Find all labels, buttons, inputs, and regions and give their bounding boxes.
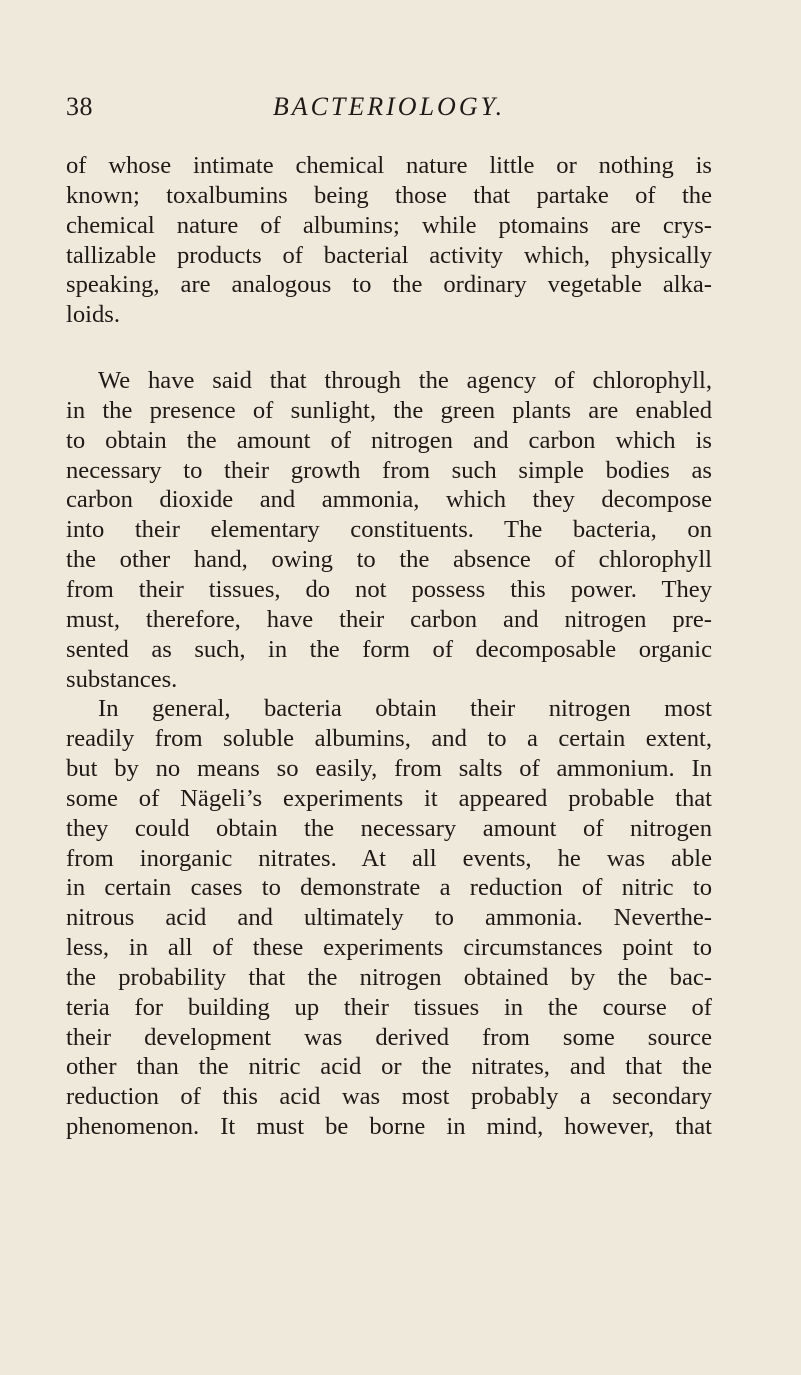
text-line: less, in all of these experiments circumstances point to bbox=[66, 934, 712, 962]
text-line: the other hand, owing to the absence of chlorophyll bbox=[66, 546, 712, 574]
text-line: into their elementary constituents. The bacteria, on bbox=[66, 516, 712, 544]
text-line: from inorganic nitrates. At all events, he was able bbox=[66, 844, 712, 872]
text-line: in the presence of sunlight, the green plants are enabled bbox=[66, 396, 712, 424]
text-line: but by no means so easily, from salts of ammonium. In bbox=[66, 755, 712, 783]
page-header bbox=[66, 92, 712, 132]
text-line: some of Nägeli’s experiments it appeared probable that bbox=[66, 784, 712, 812]
text-line: loids. bbox=[66, 301, 120, 329]
body-text bbox=[66, 151, 712, 1142]
text-line: other than the nitric acid or the nitrates, and that the bbox=[66, 1053, 712, 1081]
paragraph-3 bbox=[66, 694, 712, 1142]
text-line: known; toxalbumins being those that partake of the bbox=[66, 181, 712, 209]
text-line: nitrous acid and ultimately to ammonia. Neverthe- bbox=[66, 904, 712, 932]
text-line: chemical nature of albumins; while ptomains are crys- bbox=[66, 211, 712, 239]
text-line: in certain cases to demonstrate a reduction of nitric to bbox=[66, 874, 712, 902]
text-line: necessary to their growth from such simple bodies as bbox=[66, 456, 712, 484]
text-line: from their tissues, do not possess this power. They bbox=[66, 575, 712, 603]
paragraph-2 bbox=[66, 366, 712, 694]
text-line: must, therefore, have their carbon and nitrogen pre- bbox=[66, 605, 712, 633]
text-line: readily from soluble albumins, and to a certain extent, bbox=[66, 725, 712, 753]
paragraph-1 bbox=[66, 151, 712, 330]
text-line: reduction of this acid was most probably a secondary bbox=[66, 1083, 712, 1111]
text-line: tallizable products of bacterial activity which, physically bbox=[66, 241, 712, 269]
text-line: of whose intimate chemical nature little or nothing is bbox=[66, 152, 712, 179]
text-line: carbon dioxide and ammonia, which they decompose bbox=[66, 486, 712, 514]
text-line: phenomenon. It must be borne in mind, however, that bbox=[66, 1113, 712, 1141]
text-line: We have said that through the agency of chlorophyll, bbox=[98, 367, 712, 395]
text-line: In general, bacteria obtain their nitrogen most bbox=[98, 695, 712, 723]
page-number: 38 bbox=[66, 92, 93, 121]
text-line: teria for building up their tissues in the course of bbox=[66, 993, 712, 1021]
text-line: to obtain the amount of nitrogen and carbon which is bbox=[66, 426, 712, 454]
text-line: the probability that the nitrogen obtained by the bac- bbox=[66, 963, 712, 991]
text-line: substances. bbox=[66, 665, 178, 693]
text-line: speaking, are analogous to the ordinary vegetable alka- bbox=[66, 271, 712, 299]
running-title: BACTERIOLOGY. bbox=[272, 92, 506, 121]
text-line: sented as such, in the form of decomposable organic bbox=[66, 635, 712, 663]
text-line: they could obtain the necessary amount of nitrogen bbox=[66, 814, 712, 842]
text-line: their development was derived from some source bbox=[66, 1023, 712, 1051]
